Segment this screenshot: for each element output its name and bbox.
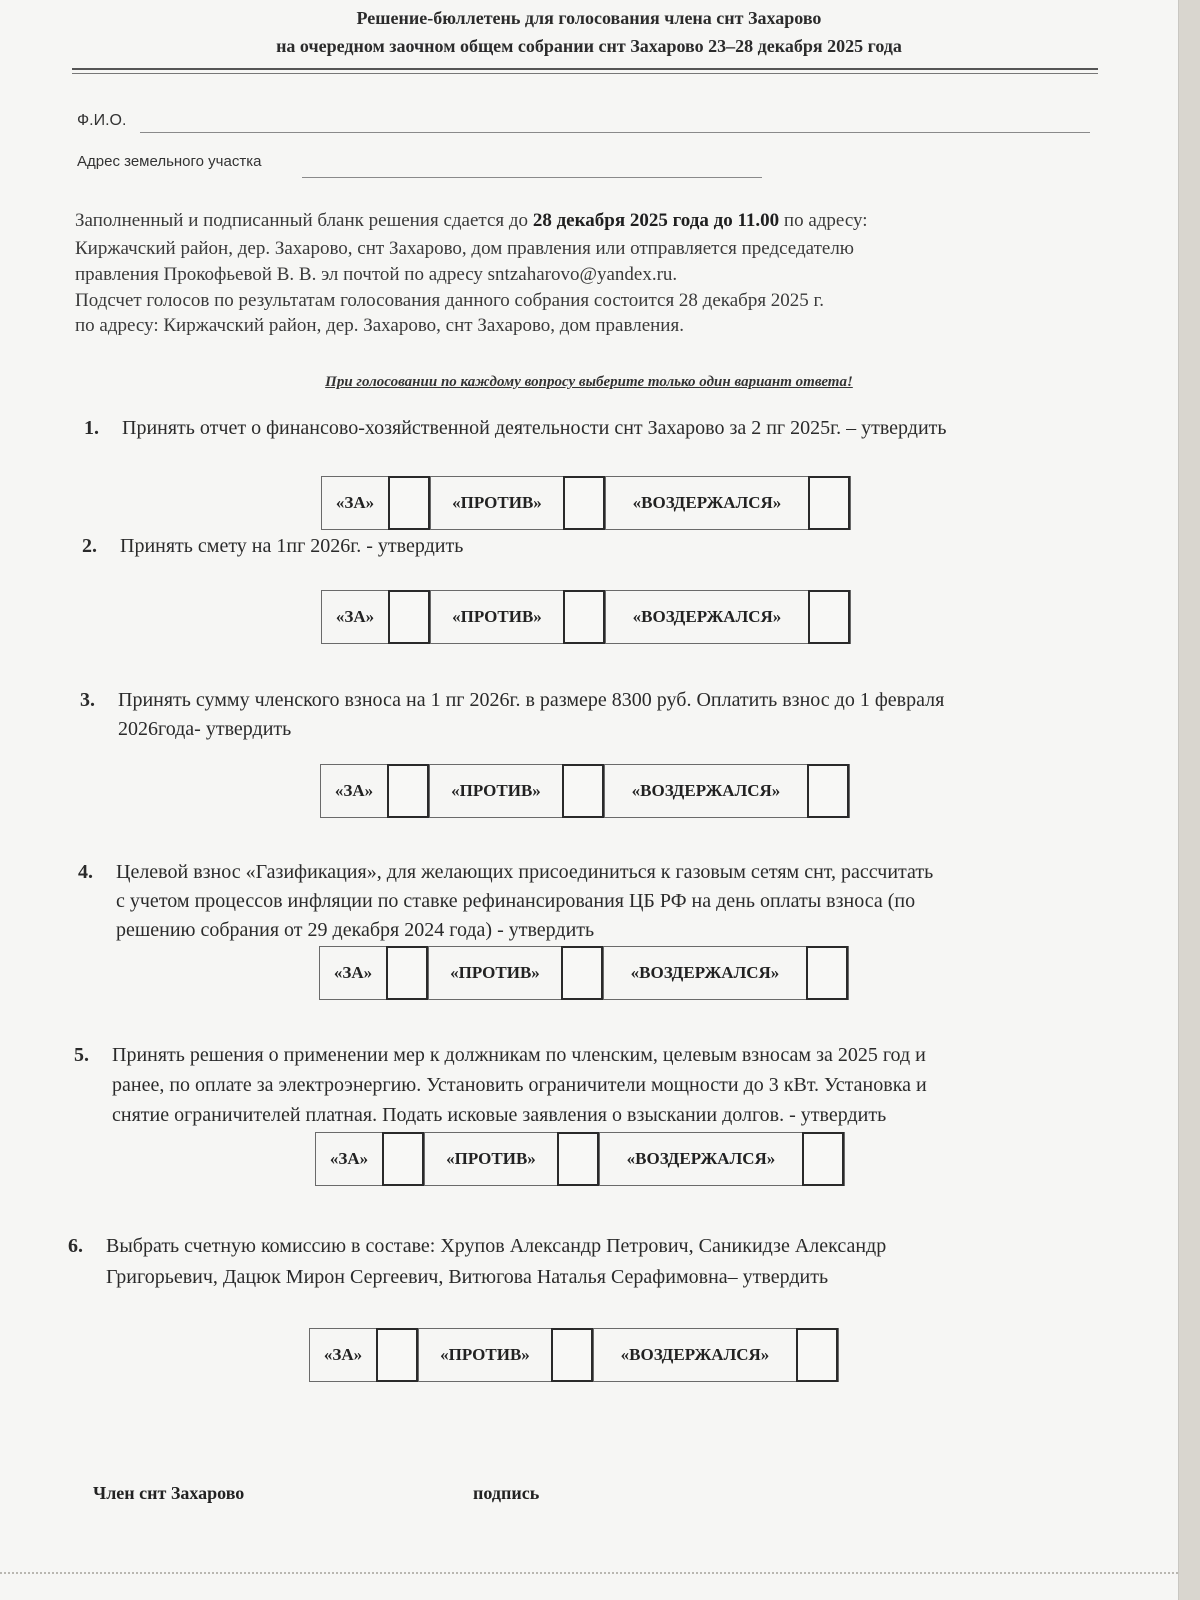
option-for-label: «ЗА»: [323, 1345, 363, 1364]
instruction: При голосовании по каждому вопросу выберите только один вариант ответа!: [325, 374, 853, 390]
checkbox-against[interactable]: [557, 1132, 599, 1186]
option-against-label: «ПРОТИВ»: [429, 765, 562, 817]
option-against-label: «ПРОТИВ»: [418, 1329, 551, 1381]
checkbox-abstain[interactable]: [802, 1132, 844, 1186]
checkbox-abstain[interactable]: [806, 946, 848, 1000]
checkbox-for[interactable]: [382, 1132, 424, 1186]
checkbox-against[interactable]: [563, 476, 605, 530]
address-field[interactable]: [302, 177, 762, 178]
vote-box-3: [320, 764, 850, 818]
question-number: 6.: [68, 1235, 83, 1257]
intro-line-4: Подсчет голосов по результатам голосования данного собрания состоится 28 декабря 2025 г.: [75, 290, 824, 311]
intro-text: по адресу:: [779, 210, 868, 231]
question-text: Принять сумму членского взноса на 1 пг 2026г. в размере 8300 руб. Оплатить взнос до 1 февраля: [118, 689, 945, 711]
intro-text: Заполненный и подписанный бланк решения сдается до: [75, 210, 533, 231]
question-number: 5.: [74, 1044, 89, 1066]
address-label: Адрес земельного участка: [77, 153, 262, 170]
question-number: 4.: [78, 861, 93, 883]
option-for-label: «ЗА»: [329, 1149, 369, 1168]
deadline-text: 28 декабря 2025 года до 11.00: [532, 210, 780, 231]
checkbox-for[interactable]: [386, 946, 428, 1000]
header-divider: [72, 68, 1098, 70]
fio-field[interactable]: [140, 132, 1090, 133]
checkbox-abstain[interactable]: [808, 476, 850, 530]
title-line-1: Решение-бюллетень для голосования члена снт Захарово: [356, 8, 822, 28]
option-against-label: «ПРОТИВ»: [424, 1133, 557, 1185]
question-text: Григорьевич, Дацюк Мирон Сергеевич, Витюгова Наталья Серафимовна– утвердить: [106, 1266, 829, 1288]
vote-box-6: [309, 1328, 839, 1382]
header-divider-thin: [72, 73, 1098, 74]
option-for-label: «ЗА»: [335, 493, 375, 512]
vote-box-1: [321, 476, 851, 530]
perforation-line: [0, 1572, 1178, 1574]
question-text: снятие ограничителей платная. Подать исковые заявления о взыскании долгов. - утвердить: [112, 1104, 887, 1126]
option-for-label: «ЗА»: [335, 607, 375, 626]
option-against-label: «ПРОТИВ»: [428, 947, 561, 999]
intro-line-3: правления Прокофьевой В. В. эл почтой по адресу sntzaharovo@yandex.ru.: [75, 264, 678, 285]
checkbox-abstain[interactable]: [796, 1328, 838, 1382]
option-against-label: «ПРОТИВ»: [430, 591, 563, 643]
question-text: Целевой взнос «Газификация», для желающих присоединиться к газовым сетям снт, рассчитать: [116, 861, 934, 883]
question-text: Принять смету на 1пг 2026г. - утвердить: [120, 535, 464, 557]
question-number: 2.: [82, 535, 97, 557]
option-abstain-label: «ВОЗДЕРЖАЛСЯ»: [599, 1133, 802, 1185]
option-for-label: «ЗА»: [334, 781, 374, 800]
question-text: Принять решения о применении мер к должникам по членским, целевым взносам за 2025 год и: [112, 1044, 926, 1066]
question-text: решению собрания от 29 декабря 2024 года) - утвердить: [116, 919, 595, 941]
option-abstain-label: «ВОЗДЕРЖАЛСЯ»: [593, 1329, 796, 1381]
question-number: 3.: [80, 689, 95, 711]
intro-line-5: по адресу: Киржачский район, дер. Захарово, снт Захарово, дом правления.: [75, 315, 684, 336]
vote-box-5: [315, 1132, 845, 1186]
option-abstain-label: «ВОЗДЕРЖАЛСЯ»: [604, 765, 807, 817]
checkbox-abstain[interactable]: [807, 764, 849, 818]
question-text: Принять отчет о финансово-хозяйственной деятельности снт Захарово за 2 пг 2025г. – утвердить: [122, 417, 947, 439]
question-text: с учетом процессов инфляции по ставке рефинансирования ЦБ РФ на день оплаты взноса (по: [116, 890, 916, 912]
question-text: 2026года- утвердить: [118, 718, 292, 740]
member-label: Член снт Захарово: [93, 1483, 245, 1503]
checkbox-against[interactable]: [563, 590, 605, 644]
checkbox-abstain[interactable]: [808, 590, 850, 644]
question-text: ранее, по оплате за электроэнергию. Установить ограничители мощности до 3 кВт. Установка и: [112, 1074, 927, 1096]
checkbox-against[interactable]: [562, 764, 604, 818]
checkbox-for[interactable]: [388, 476, 430, 530]
vote-box-4: [319, 946, 849, 1000]
option-against-label: «ПРОТИВ»: [430, 477, 563, 529]
question-text: Выбрать счетную комиссию в составе: Хрупов Александр Петрович, Саникидзе Александр: [106, 1235, 887, 1257]
vote-box-2: [321, 590, 851, 644]
option-for-label: «ЗА»: [333, 963, 373, 982]
option-abstain-label: «ВОЗДЕРЖАЛСЯ»: [605, 477, 808, 529]
option-abstain-label: «ВОЗДЕРЖАЛСЯ»: [603, 947, 806, 999]
fio-label: Ф.И.О.: [77, 112, 127, 129]
intro-line-1: [75, 208, 1097, 233]
option-abstain-label: «ВОЗДЕРЖАЛСЯ»: [605, 591, 808, 643]
checkbox-against[interactable]: [551, 1328, 593, 1382]
checkbox-for[interactable]: [387, 764, 429, 818]
title-line-2: на очередном заочном общем собрании снт Захарово 23–28 декабря 2025 года: [276, 36, 902, 56]
checkbox-for[interactable]: [376, 1328, 418, 1382]
signature-label: подпись: [473, 1483, 540, 1503]
checkbox-for[interactable]: [388, 590, 430, 644]
checkbox-against[interactable]: [561, 946, 603, 1000]
intro-line-2: Киржачский район, дер. Захарово, снт Захарово, дом правления или отправляется председателю: [75, 238, 854, 259]
question-number: 1.: [84, 417, 99, 439]
